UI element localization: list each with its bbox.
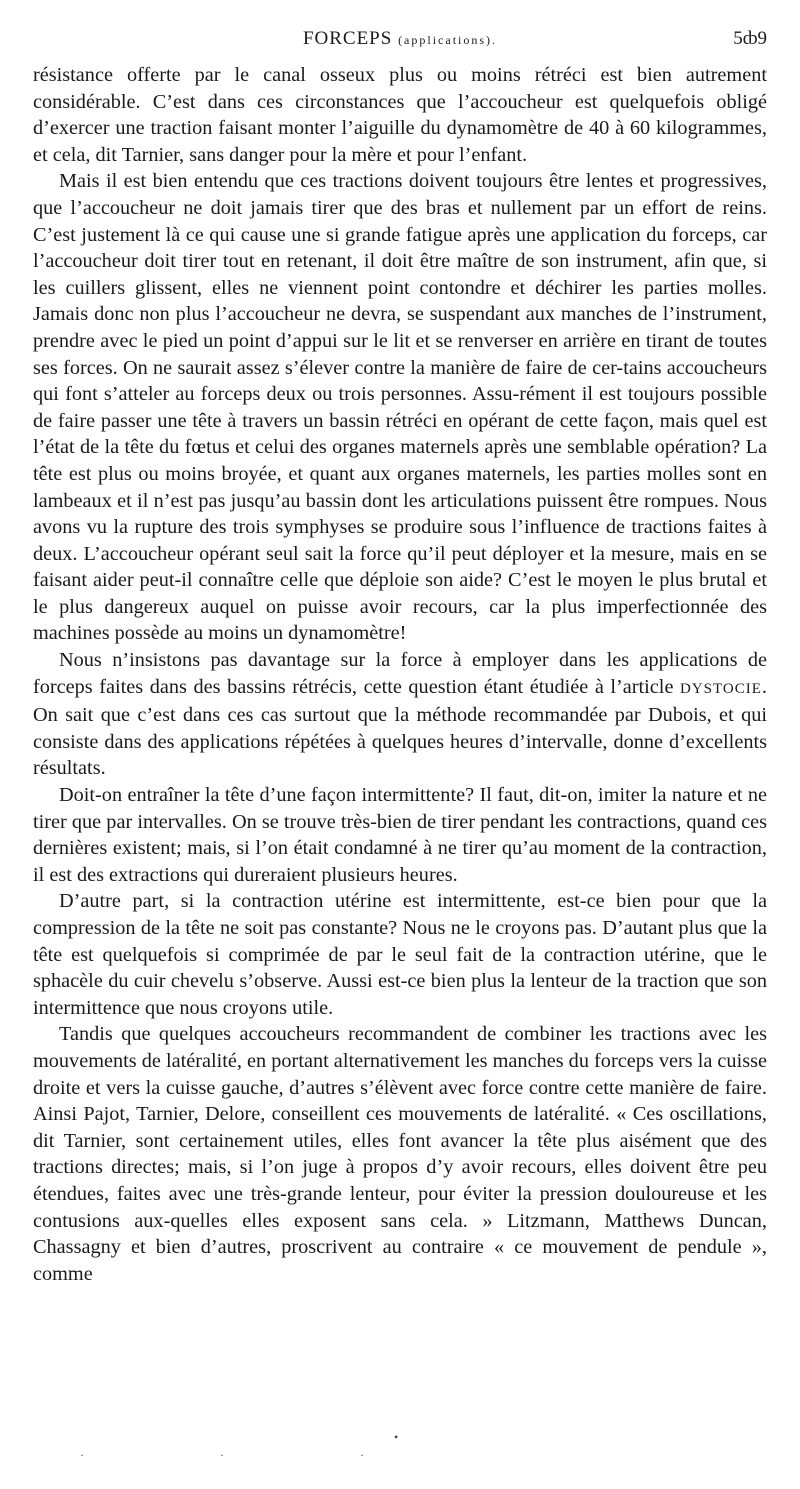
paragraph-5: D’autre part, si la contraction utérine est intermittente, est-ce bien pour que la compression de la tête ne soit pas constante? Nous ne le croyons pas. D’autant plus que la tête est quelquefois si comprimée de par le seul fait de la contraction utérine, que le sphacèle du cuir chevelu s’observe. Aussi est-ce bien plus la lenteur de la traction que son intermittence que nous croyons utile. [33,890,767,1019]
print-marks [0,1430,800,1460]
book-page [33,28,767,1287]
paragraph-3 [33,647,767,782]
running-head [33,28,767,54]
running-title [33,28,767,50]
paragraph-3-after: . On sait que c’est dans ces cas surtout que la méthode recommandée par Dubois, et qui consiste dans des applications répétées à quelques heures d’intervalle, donne d’excellents résultats. [33,675,767,780]
ink-speck: · [220,1448,224,1462]
body-text [33,62,767,1287]
running-title-main: FORCEPS [302,28,393,49]
ink-speck: · [360,1448,364,1462]
paragraph-6: Tandis que quelques accoucheurs recommandent de combiner les tractions avec les mouvements de latéralité, en portant alternativement les manches du forceps vers la cuisse droite et vers la cuisse gauche, d’autres s’élèvent avec force contre cette manière de faire. Ainsi Pajot, Tarnier, Delore, conseillent ces mouvements de latéralité. « Ces oscillations, dit Tarnier, sont certainement utiles, elles font avancer la tête plus aisément que des tractions directes; mais, si l’on juge à propos d’y avoir recours, elles doivent être peu étendues, faites avec une très-grande lenteur, pour éviter la pression douloureuse et les contusions aux-quelles elles exposent sans cela. » Litzmann, Matthews Duncan, Chassagny et bien d’autres, proscrivent au contraire « ce mouvement de pendule », comme [33,1023,767,1285]
paragraph-1: résistance offerte par le canal osseux plus ou moins rétréci est bien autrement considérable. C’est dans ces circonstances que l’accoucheur est quelquefois obligé d’exercer une traction faisant monter l’aiguille du dynamomètre de 40 à 60 kilogrammes, et cela, dit Tarnier, sans danger pour la mère et pour l’enfant. [33,64,767,166]
paragraph-2: Mais il est bien entendu que ces tractions doivent toujours être lentes et progressives, que l’accoucheur ne doit jamais tirer que des bras et nullement par un effort de reins. C’est justement là ce qui cause une si grande fatigue après une application du forceps, car l’accoucheur doit tirer tout en retenant, il doit être maître de son instrument, afin que, si les cuillers glissent, elles ne viennent point contondre et déchirer les parties molles. Jamais donc non plus l’accoucheur ne devra, se suspendant aux manches de l’instrument, prendre avec le pied un point d’appui sur le lit et se renverser en arrière en tirant de toutes ses forces. On ne saurait assez s’élever contre la manière de faire de cer-tains accoucheurs qui font s’atteler au forceps deux ou trois personnes. Assu-rément il est toujours possible de faire passer une tête à travers un bassin rétréci en opérant de cette façon, mais quel est l’état de la tête du fœtus et celui des organes maternels après une semblable opération? La tête est plus ou moins broyée, et quant aux organes maternels, les parties molles sont en lambeaux et il n’est pas jusqu’au bassin dont les articulations puissent être rompues. Nous avons vu la rupture des trois symphyses se produire sous l’influence de tractions faites à deux. L’accoucheur opérant seul sait la force qu’il peut déployer et la mesure, mais en se faisant aider peut-il connaître celle que déploie son aide? C’est le moyen le plus brutal et le plus dangereux auquel on puisse avoir recours, car la plus imperfectionnée des machines possède au moins un dynamomètre! [33,170,767,645]
paragraph-3-before: Nous n’insistons pas davantage sur la force à employer dans les applications de forceps faites dans des bassins rétrécis, cette question étant étudiée à l’article [33,649,767,698]
page-number: 5ȸ9 [733,28,767,49]
running-title-sub: (applications). [398,33,498,47]
paragraph-4: Doit-on entraîner la tête d’une façon intermittente? Il faut, dit-on, imiter la nature et ne tirer que par intervalles. On se trouve très-bien de tirer pendant les contractions, quand ces dernières existent; mais, si l’on était condamné à ne tirer qu’au moment de la contraction, il est des extractions qui dureraient plusieurs heures. [33,784,767,886]
ink-speck: • [394,1430,399,1444]
smallcaps-term: DYSTOCIE [680,680,762,697]
ink-speck: · [80,1448,84,1462]
